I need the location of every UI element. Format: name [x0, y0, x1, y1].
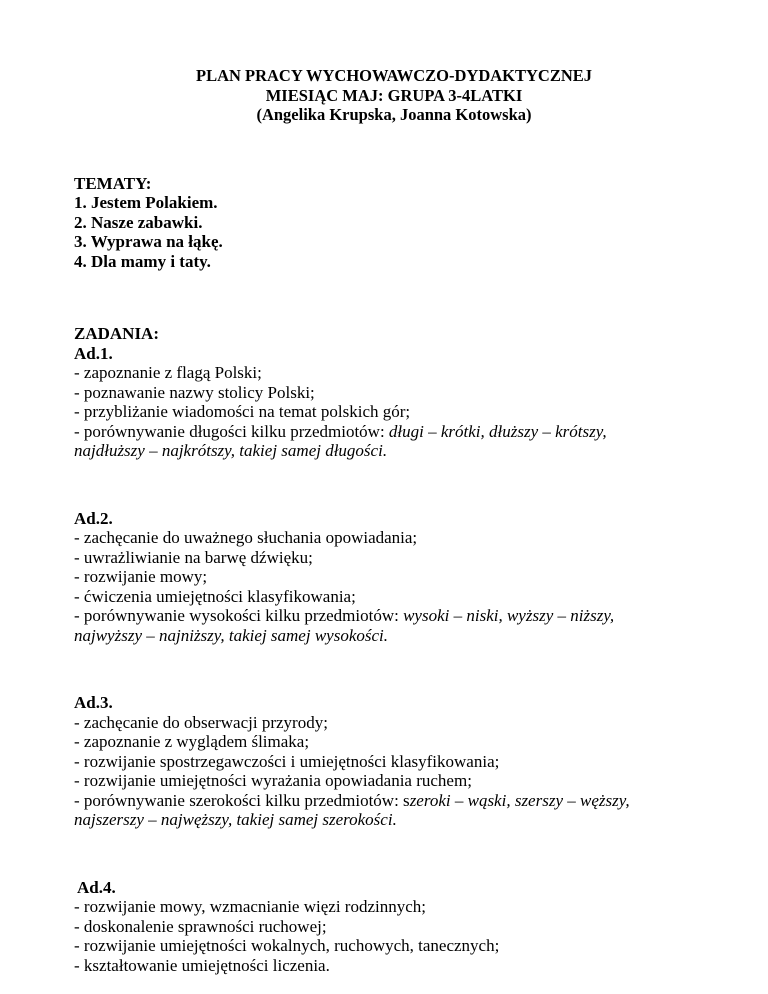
topic-item: 2. Nasze zabawki.	[74, 212, 203, 232]
topic-item: 1. Jestem Polakiem.	[74, 193, 218, 212]
header-authors: (Angelika Krupska, Joanna Kotowska)	[256, 105, 532, 124]
compare-terms-continued: najdłuższy – najkrótszy, takiej samej długości.	[74, 441, 388, 460]
section-title: Ad.3.	[74, 693, 113, 712]
task-item: - rozwijanie umiejętności wokalnych, ruchowych, tanecznych;	[74, 936, 500, 955]
task-item: - poznawanie nazwy stolicy Polski;	[74, 382, 315, 402]
topics-label: TEMATY:	[74, 173, 152, 193]
compare-terms-continued: najszerszy – najwęższy, takiej samej szerokości.	[74, 810, 397, 829]
compare-terms: wysoki – niski, wyższy – niższy,	[403, 606, 615, 625]
task-section-2	[74, 509, 714, 646]
task-item: - rozwijanie mowy, wzmacnianie więzi rodzinnych;	[74, 897, 426, 916]
task-item: - ćwiczenia umiejętności klasyfikowania;	[74, 586, 356, 606]
task-item: - kształtowanie umiejętności liczenia.	[74, 955, 330, 975]
topics-section	[74, 174, 714, 272]
header-subtitle: MIESIĄC MAJ: GRUPA 3-4LATKI	[265, 85, 523, 105]
task-item: - zapoznanie z flagą Polski;	[74, 363, 262, 382]
task-section-3	[74, 693, 714, 830]
task-item: - przybliżanie wiadomości na temat polskich gór;	[74, 402, 411, 421]
tasks-section	[74, 324, 714, 975]
section-title: Ad.2.	[74, 508, 113, 528]
compare-prefix: - porównywanie szerokości kilku przedmiotów: s	[74, 790, 410, 810]
task-item: - uwrażliwianie na barwę dźwięku;	[74, 547, 313, 567]
topic-item: 3. Wyprawa na łąkę.	[74, 232, 223, 251]
compare-terms: długi – krótki, dłuższy – krótszy,	[388, 421, 607, 441]
task-compare-item	[74, 606, 714, 626]
task-item: - rozwijanie umiejętności wyrażania opowiadania ruchem;	[74, 771, 472, 790]
task-item: - zapoznanie z wyglądem ślimaka;	[74, 732, 310, 751]
task-item: - zachęcanie do uważnego słuchania opowiadania;	[74, 528, 418, 547]
task-compare-item	[74, 791, 714, 811]
tasks-label: ZADANIA:	[74, 324, 159, 343]
header-title: PLAN PRACY WYCHOWAWCZO-DYDAKTYCZNEJ	[195, 66, 593, 85]
compare-terms-continued: najwyższy – najniższy, takiej samej wysokości.	[74, 625, 389, 645]
document-header	[74, 66, 714, 125]
task-section-1	[74, 344, 714, 461]
compare-prefix: - porównywanie długości kilku przedmiotów:	[74, 421, 389, 441]
section-title: Ad.4.	[77, 877, 116, 897]
compare-terms: zeroki – wąski, szerszy – węższy,	[409, 790, 630, 810]
document-page	[74, 66, 714, 975]
task-item: - zachęcanie do obserwacji przyrody;	[74, 712, 328, 732]
task-item: - rozwijanie mowy;	[74, 567, 208, 586]
task-section-4	[74, 878, 714, 976]
task-item: - doskonalenie sprawności ruchowej;	[74, 916, 327, 936]
task-item: - rozwijanie spostrzegawczości i umiejętności klasyfikowania;	[74, 751, 500, 771]
task-compare-item	[74, 422, 714, 442]
topic-item: 4. Dla mamy i taty.	[74, 251, 211, 271]
section-title: Ad.1.	[74, 343, 113, 363]
compare-prefix: - porównywanie wysokości kilku przedmiotów:	[74, 606, 404, 625]
